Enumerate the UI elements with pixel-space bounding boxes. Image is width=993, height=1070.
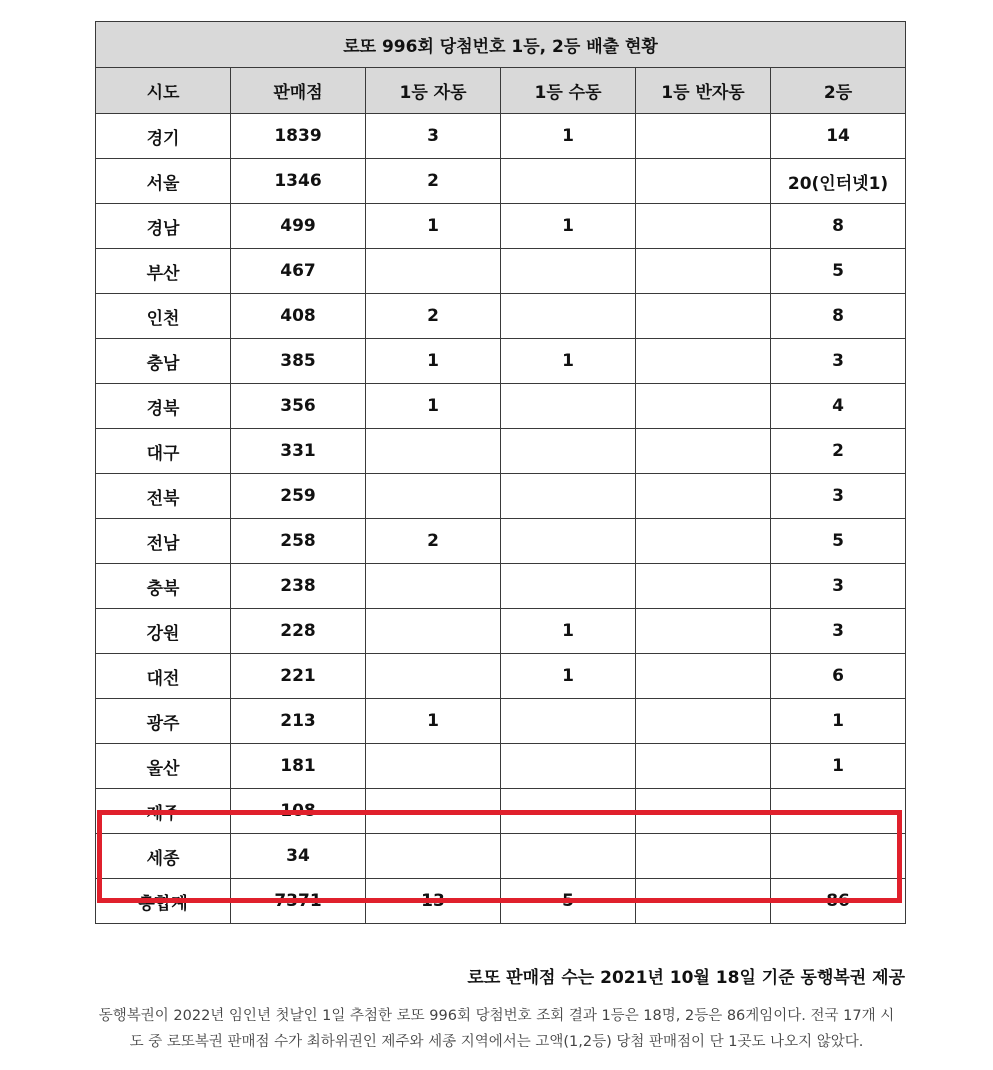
total-row — [96, 879, 906, 924]
table-cell: 5 — [501, 879, 636, 924]
table-cell — [366, 654, 501, 699]
table-cell: 경기 — [96, 114, 231, 159]
table-cell: 2 — [366, 159, 501, 204]
table-cell: 2 — [366, 294, 501, 339]
table-cell: 8 — [771, 294, 906, 339]
table-row — [96, 384, 906, 429]
caption-line: 도 중 로또복권 판매점 수가 최하위권인 제주와 세종 지역에서는 고액(1,2등) 당첨 판매점이 단 1곳도 나오지 않았다. — [129, 1034, 864, 1050]
table-cell: 5 — [771, 249, 906, 294]
table-cell: 238 — [231, 564, 366, 609]
table-row — [96, 294, 906, 339]
table-cell: 86 — [771, 879, 906, 924]
table-cell: 충북 — [96, 564, 231, 609]
table-cell: 1 — [501, 114, 636, 159]
table-cell — [636, 114, 771, 159]
table-cell: 1 — [501, 204, 636, 249]
table-cell — [501, 789, 636, 834]
column-header: 1등 반자동 — [636, 68, 771, 114]
table-cell: 대전 — [96, 654, 231, 699]
table-row — [96, 474, 906, 519]
table-cell: 213 — [231, 699, 366, 744]
table-cell — [501, 294, 636, 339]
table-cell — [636, 879, 771, 924]
table-body — [96, 114, 906, 879]
table-cell — [636, 294, 771, 339]
table-cell: 전북 — [96, 474, 231, 519]
table-cell: 228 — [231, 609, 366, 654]
table-cell: 467 — [231, 249, 366, 294]
table-cell: 제주 — [96, 789, 231, 834]
table-row — [96, 789, 906, 834]
table-cell — [636, 159, 771, 204]
table-cell: 서울 — [96, 159, 231, 204]
table-cell: 대구 — [96, 429, 231, 474]
table-cell — [636, 609, 771, 654]
table-cell: 전남 — [96, 519, 231, 564]
table-row — [96, 834, 906, 879]
table-cell: 259 — [231, 474, 366, 519]
table-cell: 385 — [231, 339, 366, 384]
table-cell — [636, 204, 771, 249]
table-cell — [501, 564, 636, 609]
table-cell: 3 — [771, 474, 906, 519]
table-cell: 1 — [366, 339, 501, 384]
table-cell — [636, 339, 771, 384]
table-cell — [501, 519, 636, 564]
table-cell — [501, 159, 636, 204]
table-row — [96, 564, 906, 609]
table-cell: 181 — [231, 744, 366, 789]
table-cell: 광주 — [96, 699, 231, 744]
table-cell — [636, 249, 771, 294]
table-cell: 14 — [771, 114, 906, 159]
table-cell — [366, 429, 501, 474]
table-cell: 부산 — [96, 249, 231, 294]
table-cell: 강원 — [96, 609, 231, 654]
table-cell — [366, 249, 501, 294]
table-cell: 1 — [366, 384, 501, 429]
table-cell: 8 — [771, 204, 906, 249]
lotto-results-table — [95, 21, 906, 924]
table-cell — [501, 834, 636, 879]
table-row — [96, 159, 906, 204]
table-row — [96, 654, 906, 699]
table-cell: 34 — [231, 834, 366, 879]
table-cell — [366, 474, 501, 519]
table-cell — [636, 744, 771, 789]
header-row — [96, 68, 906, 114]
table-row — [96, 114, 906, 159]
table-cell: 5 — [771, 519, 906, 564]
table-cell — [366, 834, 501, 879]
table-cell: 108 — [231, 789, 366, 834]
table-cell: 2 — [366, 519, 501, 564]
table-cell — [636, 384, 771, 429]
table-cell: 1 — [771, 744, 906, 789]
table-cell — [636, 474, 771, 519]
table-cell: 356 — [231, 384, 366, 429]
table-cell: 경남 — [96, 204, 231, 249]
table-cell — [636, 519, 771, 564]
table-cell: 인천 — [96, 294, 231, 339]
table-cell: 6 — [771, 654, 906, 699]
table-cell: 1 — [771, 699, 906, 744]
table-cell: 3 — [771, 339, 906, 384]
source-note: 로또 판매점 수는 2021년 10월 18일 기준 동행복권 제공 — [467, 968, 905, 988]
table-cell — [501, 429, 636, 474]
table-cell: 331 — [231, 429, 366, 474]
table-row — [96, 744, 906, 789]
table-cell — [636, 429, 771, 474]
table-cell — [636, 564, 771, 609]
table-cell: 1 — [501, 609, 636, 654]
table-cell: 3 — [771, 564, 906, 609]
table-cell — [501, 474, 636, 519]
table-cell — [366, 744, 501, 789]
table-cell — [636, 699, 771, 744]
table-cell: 499 — [231, 204, 366, 249]
table-cell: 7371 — [231, 879, 366, 924]
table-cell: 221 — [231, 654, 366, 699]
table-cell: 13 — [366, 879, 501, 924]
table-cell: 3 — [366, 114, 501, 159]
table-cell: 울산 — [96, 744, 231, 789]
table-cell — [366, 609, 501, 654]
table-row — [96, 249, 906, 294]
table-cell: 경북 — [96, 384, 231, 429]
table-cell — [771, 789, 906, 834]
column-header: 1등 자동 — [366, 68, 501, 114]
table-cell: 3 — [771, 609, 906, 654]
table-cell — [636, 654, 771, 699]
table-row — [96, 339, 906, 384]
table-cell: 408 — [231, 294, 366, 339]
table-cell: 1 — [501, 654, 636, 699]
table-cell: 1 — [366, 699, 501, 744]
table-cell — [501, 384, 636, 429]
column-header: 판매점 — [231, 68, 366, 114]
table-cell — [636, 789, 771, 834]
table-row — [96, 519, 906, 564]
table-row — [96, 609, 906, 654]
column-header: 시도 — [96, 68, 231, 114]
table-cell — [771, 834, 906, 879]
table-title: 로또 996회 당첨번호 1등, 2등 배출 현황 — [96, 22, 906, 68]
table-cell — [366, 564, 501, 609]
table-row — [96, 699, 906, 744]
table-cell — [501, 249, 636, 294]
table-cell: 1346 — [231, 159, 366, 204]
table-cell: 1 — [366, 204, 501, 249]
table-row — [96, 429, 906, 474]
table-cell: 20(인터넷1) — [771, 159, 906, 204]
table-cell: 세종 — [96, 834, 231, 879]
column-header: 1등 수동 — [501, 68, 636, 114]
table-cell — [366, 789, 501, 834]
table-cell: 4 — [771, 384, 906, 429]
table-cell — [636, 834, 771, 879]
table-cell — [501, 699, 636, 744]
table-cell: 총합계 — [96, 879, 231, 924]
table-cell: 258 — [231, 519, 366, 564]
caption-line: 동행복권이 2022년 임인년 첫날인 1일 추첨한 로또 996회 당첨번호 조회 결과 1등은 18명, 2등은 86게임이다. 전국 17개 시 — [98, 1008, 895, 1024]
table-cell: 1 — [501, 339, 636, 384]
table-cell — [501, 744, 636, 789]
table-cell: 충남 — [96, 339, 231, 384]
table-cell: 1839 — [231, 114, 366, 159]
table-row — [96, 204, 906, 249]
table-cell: 2 — [771, 429, 906, 474]
column-header: 2등 — [771, 68, 906, 114]
caption — [0, 1003, 993, 1055]
